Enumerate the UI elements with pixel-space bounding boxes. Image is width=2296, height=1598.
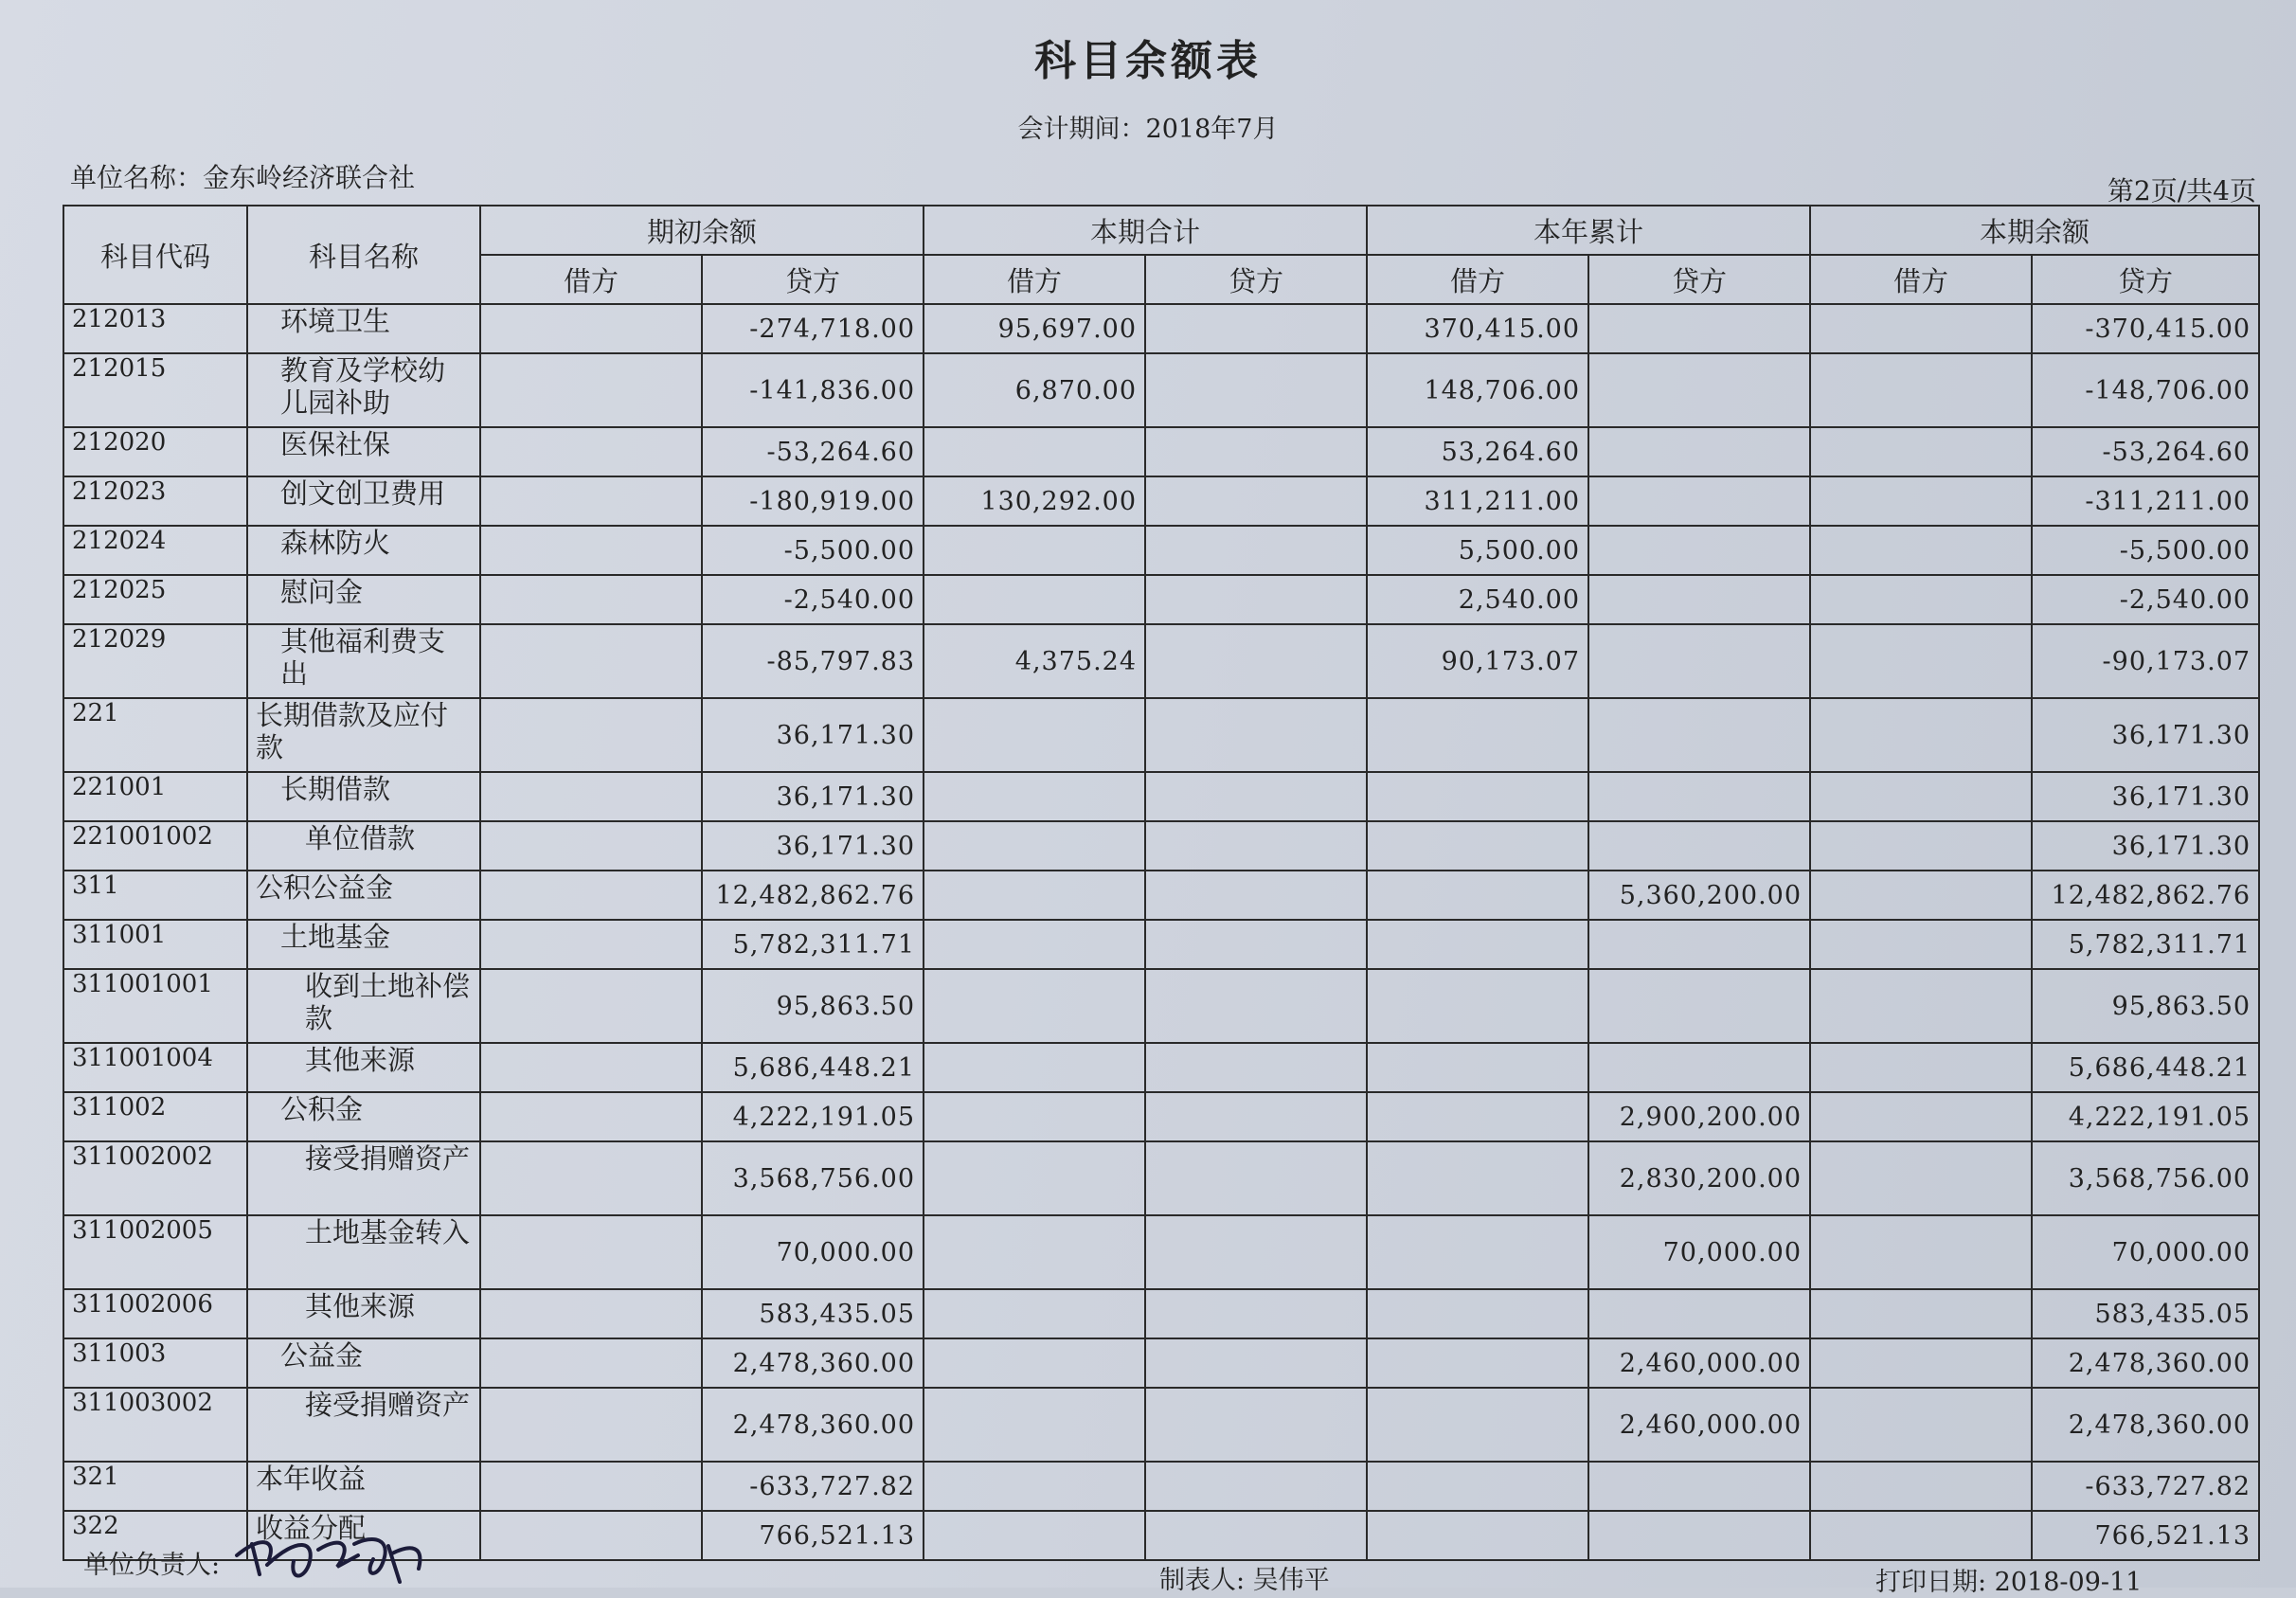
ytd-credit-cell xyxy=(1588,624,1810,698)
ytd-debit-cell xyxy=(1367,1092,1588,1141)
ending-debit-cell xyxy=(1810,1338,2032,1388)
ending-debit-cell xyxy=(1810,698,2032,772)
ytd-credit-cell xyxy=(1588,1511,1810,1560)
account-code: 221001002 xyxy=(63,821,247,871)
opening-credit-cell: 583,435.05 xyxy=(702,1289,924,1338)
opening-debit-cell xyxy=(480,871,702,920)
account-code: 212020 xyxy=(63,427,247,476)
opening-debit-cell xyxy=(480,1388,702,1462)
ytd-debit-cell: 370,415.00 xyxy=(1367,304,1588,353)
opening-credit-cell: -2,540.00 xyxy=(702,575,924,624)
ytd-debit-cell xyxy=(1367,969,1588,1043)
account-code: 212015 xyxy=(63,353,247,427)
period-debit-cell: 95,697.00 xyxy=(924,304,1145,353)
account-code: 212025 xyxy=(63,575,247,624)
opening-debit-cell xyxy=(480,427,702,476)
period-debit-cell: 6,870.00 xyxy=(924,353,1145,427)
preparer-label: 制表人: 吴伟平 xyxy=(1159,1566,1330,1595)
period-debit-cell xyxy=(924,1462,1145,1511)
opening-credit-cell: 3,568,756.00 xyxy=(702,1141,924,1215)
account-code: 311001 xyxy=(63,920,247,969)
opening-debit-cell xyxy=(480,304,702,353)
ytd-debit-cell xyxy=(1367,1462,1588,1511)
opening-credit-cell: -274,718.00 xyxy=(702,304,924,353)
period-credit-cell xyxy=(1145,1289,1367,1338)
ending-debit-cell xyxy=(1810,526,2032,575)
account-name: 创文创卫费用 xyxy=(247,476,480,526)
opening-debit-cell xyxy=(480,476,702,526)
ytd-credit-cell xyxy=(1588,1289,1810,1338)
ending-debit-cell xyxy=(1810,1462,2032,1511)
ytd-credit-cell: 70,000.00 xyxy=(1588,1215,1810,1289)
ending-credit-cell: 3,568,756.00 xyxy=(2032,1141,2259,1215)
account-code: 311001004 xyxy=(63,1043,247,1092)
period-credit-cell xyxy=(1145,476,1367,526)
table-row xyxy=(63,1289,2259,1338)
table-row xyxy=(63,304,2259,353)
ytd-credit-cell: 2,460,000.00 xyxy=(1588,1338,1810,1388)
ytd-credit-cell xyxy=(1588,476,1810,526)
ending-debit-cell xyxy=(1810,1215,2032,1289)
ytd-credit-cell xyxy=(1588,1462,1810,1511)
account-code: 311003 xyxy=(63,1338,247,1388)
account-code: 311003002 xyxy=(63,1388,247,1462)
ytd-debit-cell xyxy=(1367,698,1588,772)
table-row xyxy=(63,821,2259,871)
period-debit-cell xyxy=(924,427,1145,476)
opening-debit-cell xyxy=(480,1289,702,1338)
period-debit-cell xyxy=(924,969,1145,1043)
account-name: 慰问金 xyxy=(247,575,480,624)
opening-credit-cell: 4,222,191.05 xyxy=(702,1092,924,1141)
ytd-credit-cell xyxy=(1588,821,1810,871)
ending-debit-cell xyxy=(1810,871,2032,920)
period-debit-cell xyxy=(924,698,1145,772)
ytd-debit-cell xyxy=(1367,871,1588,920)
opening-debit-cell xyxy=(480,1215,702,1289)
table-row xyxy=(63,1092,2259,1141)
page-number: 第2页/共4页 xyxy=(2107,175,2256,206)
ending-credit-cell: 766,521.13 xyxy=(2032,1511,2259,1560)
ytd-debit-cell xyxy=(1367,772,1588,821)
period-debit-cell xyxy=(924,772,1145,821)
ending-credit-cell: 4,222,191.05 xyxy=(2032,1092,2259,1141)
opening-credit-cell: 2,478,360.00 xyxy=(702,1338,924,1388)
period-debit-cell xyxy=(924,1215,1145,1289)
period-credit-cell xyxy=(1145,698,1367,772)
ending-credit-cell: 583,435.05 xyxy=(2032,1289,2259,1338)
table-row xyxy=(63,969,2259,1043)
account-name: 长期借款及应付款 xyxy=(247,698,480,772)
period-credit-cell xyxy=(1145,1141,1367,1215)
unit-name: 单位名称：金东岭经济联合社 xyxy=(70,162,416,193)
header-period-total: 本期合计 xyxy=(924,206,1367,255)
opening-debit-cell xyxy=(480,575,702,624)
account-name: 公积金 xyxy=(247,1092,480,1141)
account-name: 接受捐赠资产 xyxy=(247,1141,480,1215)
period-credit-cell xyxy=(1145,920,1367,969)
period-debit-cell xyxy=(924,821,1145,871)
ytd-debit-cell xyxy=(1367,821,1588,871)
header-debit: 借方 xyxy=(1367,255,1588,304)
ytd-debit-cell xyxy=(1367,1338,1588,1388)
ending-credit-cell: -633,727.82 xyxy=(2032,1462,2259,1511)
opening-debit-cell xyxy=(480,1141,702,1215)
account-name: 土地基金 xyxy=(247,920,480,969)
ytd-credit-cell xyxy=(1588,920,1810,969)
opening-credit-cell: -633,727.82 xyxy=(702,1462,924,1511)
opening-debit-cell xyxy=(480,698,702,772)
account-code: 311002006 xyxy=(63,1289,247,1338)
period-credit-cell xyxy=(1145,526,1367,575)
opening-credit-cell: -141,836.00 xyxy=(702,353,924,427)
account-code: 221 xyxy=(63,698,247,772)
header-ending-balance: 本期余额 xyxy=(1810,206,2259,255)
opening-debit-cell xyxy=(480,526,702,575)
table-row xyxy=(63,575,2259,624)
account-name: 教育及学校幼儿园补助 xyxy=(247,353,480,427)
ending-debit-cell xyxy=(1810,1289,2032,1338)
period-credit-cell xyxy=(1145,772,1367,821)
table-row xyxy=(63,526,2259,575)
opening-credit-cell: 36,171.30 xyxy=(702,821,924,871)
opening-credit-cell: 2,478,360.00 xyxy=(702,1388,924,1462)
period-credit-cell xyxy=(1145,821,1367,871)
period-debit-cell xyxy=(924,575,1145,624)
ending-credit-cell: -53,264.60 xyxy=(2032,427,2259,476)
account-name: 本年收益 xyxy=(247,1462,480,1511)
ytd-debit-cell xyxy=(1367,1388,1588,1462)
ytd-credit-cell xyxy=(1588,427,1810,476)
ending-credit-cell: 5,686,448.21 xyxy=(2032,1043,2259,1092)
ytd-debit-cell xyxy=(1367,920,1588,969)
ending-credit-cell: 70,000.00 xyxy=(2032,1215,2259,1289)
opening-credit-cell: 36,171.30 xyxy=(702,772,924,821)
table-row xyxy=(63,698,2259,772)
period-credit-cell xyxy=(1145,1092,1367,1141)
ending-credit-cell: 95,863.50 xyxy=(2032,969,2259,1043)
ending-credit-cell: -90,173.07 xyxy=(2032,624,2259,698)
balance-table xyxy=(63,205,2260,1561)
opening-debit-cell xyxy=(480,624,702,698)
ending-credit-cell: 36,171.30 xyxy=(2032,821,2259,871)
ytd-debit-cell xyxy=(1367,1043,1588,1092)
table-row xyxy=(63,1388,2259,1462)
table-row xyxy=(63,1215,2259,1289)
account-code: 221001 xyxy=(63,772,247,821)
ending-debit-cell xyxy=(1810,1388,2032,1462)
account-name: 土地基金转入 xyxy=(247,1215,480,1289)
table-row xyxy=(63,1462,2259,1511)
ytd-credit-cell xyxy=(1588,969,1810,1043)
opening-debit-cell xyxy=(480,1338,702,1388)
ytd-debit-cell xyxy=(1367,1215,1588,1289)
period-credit-cell xyxy=(1145,353,1367,427)
ending-debit-cell xyxy=(1810,772,2032,821)
period-debit-cell xyxy=(924,1388,1145,1462)
period-debit-cell xyxy=(924,1289,1145,1338)
ytd-debit-cell: 5,500.00 xyxy=(1367,526,1588,575)
opening-credit-cell: 70,000.00 xyxy=(702,1215,924,1289)
table-row xyxy=(63,1338,2259,1388)
ytd-credit-cell xyxy=(1588,575,1810,624)
ending-debit-cell xyxy=(1810,1043,2032,1092)
opening-credit-cell: 36,171.30 xyxy=(702,698,924,772)
unit-head-label: 单位负责人: xyxy=(83,1551,221,1580)
opening-debit-cell xyxy=(480,920,702,969)
opening-credit-cell: -85,797.83 xyxy=(702,624,924,698)
ending-debit-cell xyxy=(1810,1092,2032,1141)
table-row xyxy=(63,624,2259,698)
header-code: 科目代码 xyxy=(63,206,247,304)
period-debit-cell xyxy=(924,1092,1145,1141)
period-debit-cell: 130,292.00 xyxy=(924,476,1145,526)
ytd-credit-cell xyxy=(1588,698,1810,772)
account-name: 医保社保 xyxy=(247,427,480,476)
account-name: 公益金 xyxy=(247,1338,480,1388)
table-row xyxy=(63,427,2259,476)
table-row xyxy=(63,476,2259,526)
period-credit-cell xyxy=(1145,304,1367,353)
header-debit: 借方 xyxy=(1810,255,2032,304)
account-name: 环境卫生 xyxy=(247,304,480,353)
opening-debit-cell xyxy=(480,1511,702,1560)
ending-credit-cell: 2,478,360.00 xyxy=(2032,1338,2259,1388)
header-credit: 贷方 xyxy=(1145,255,1367,304)
ending-credit-cell: -311,211.00 xyxy=(2032,476,2259,526)
header-debit: 借方 xyxy=(480,255,702,304)
accounting-period: 会计期间：2018年7月 xyxy=(1017,115,1279,144)
opening-credit-cell: 12,482,862.76 xyxy=(702,871,924,920)
ytd-debit-cell xyxy=(1367,1289,1588,1338)
opening-debit-cell xyxy=(480,969,702,1043)
period-credit-cell xyxy=(1145,1215,1367,1289)
account-name: 接受捐赠资产 xyxy=(247,1388,480,1462)
account-code: 311002005 xyxy=(63,1215,247,1289)
account-name: 森林防火 xyxy=(247,526,480,575)
account-name: 长期借款 xyxy=(247,772,480,821)
ending-credit-cell: -148,706.00 xyxy=(2032,353,2259,427)
opening-credit-cell: -53,264.60 xyxy=(702,427,924,476)
period-debit-cell xyxy=(924,1511,1145,1560)
opening-credit-cell: 95,863.50 xyxy=(702,969,924,1043)
ending-credit-cell: 36,171.30 xyxy=(2032,772,2259,821)
opening-debit-cell xyxy=(480,821,702,871)
ending-credit-cell: 2,478,360.00 xyxy=(2032,1388,2259,1462)
period-debit-cell xyxy=(924,1141,1145,1215)
page-title: 科目余额表 xyxy=(1034,37,1262,85)
ending-credit-cell: -5,500.00 xyxy=(2032,526,2259,575)
opening-debit-cell xyxy=(480,772,702,821)
account-name: 其他来源 xyxy=(247,1043,480,1092)
ending-debit-cell xyxy=(1810,624,2032,698)
ending-debit-cell xyxy=(1810,304,2032,353)
period-credit-cell xyxy=(1145,624,1367,698)
account-name: 其他来源 xyxy=(247,1289,480,1338)
period-credit-cell xyxy=(1145,1338,1367,1388)
opening-debit-cell xyxy=(480,353,702,427)
account-code: 212029 xyxy=(63,624,247,698)
header-name: 科目名称 xyxy=(247,206,480,304)
ending-debit-cell xyxy=(1810,476,2032,526)
header-debit: 借方 xyxy=(924,255,1145,304)
print-date-label: 打印日期: 2018-09-11 xyxy=(1875,1568,2143,1597)
ytd-debit-cell: 311,211.00 xyxy=(1367,476,1588,526)
opening-credit-cell: -5,500.00 xyxy=(702,526,924,575)
account-name: 公积公益金 xyxy=(247,871,480,920)
ending-debit-cell xyxy=(1810,821,2032,871)
account-code: 311002002 xyxy=(63,1141,247,1215)
period-credit-cell xyxy=(1145,969,1367,1043)
ending-debit-cell xyxy=(1810,1511,2032,1560)
period-credit-cell xyxy=(1145,427,1367,476)
table-row xyxy=(63,1141,2259,1215)
account-code: 212024 xyxy=(63,526,247,575)
table-row xyxy=(63,772,2259,821)
account-name: 单位借款 xyxy=(247,821,480,871)
account-code: 322 xyxy=(63,1511,247,1560)
header-credit: 贷方 xyxy=(1588,255,1810,304)
period-credit-cell xyxy=(1145,871,1367,920)
table-row xyxy=(63,920,2259,969)
ending-credit-cell: 12,482,862.76 xyxy=(2032,871,2259,920)
opening-debit-cell xyxy=(480,1043,702,1092)
opening-credit-cell: -180,919.00 xyxy=(702,476,924,526)
account-name: 收益分配 xyxy=(247,1511,480,1560)
ytd-debit-cell: 148,706.00 xyxy=(1367,353,1588,427)
ending-debit-cell xyxy=(1810,920,2032,969)
account-code: 321 xyxy=(63,1462,247,1511)
period-credit-cell xyxy=(1145,1043,1367,1092)
account-name: 其他福利费支出 xyxy=(247,624,480,698)
opening-credit-cell: 5,686,448.21 xyxy=(702,1043,924,1092)
ytd-credit-cell xyxy=(1588,526,1810,575)
opening-debit-cell xyxy=(480,1092,702,1141)
ytd-debit-cell xyxy=(1367,1511,1588,1560)
header-credit: 贷方 xyxy=(2032,255,2259,304)
ytd-debit-cell: 2,540.00 xyxy=(1367,575,1588,624)
period-credit-cell xyxy=(1145,1388,1367,1462)
period-debit-cell xyxy=(924,871,1145,920)
header-year-to-date: 本年累计 xyxy=(1367,206,1810,255)
ytd-credit-cell: 2,460,000.00 xyxy=(1588,1388,1810,1462)
handwritten-signature xyxy=(231,1527,430,1588)
ytd-credit-cell xyxy=(1588,353,1810,427)
ending-debit-cell xyxy=(1810,427,2032,476)
ytd-credit-cell: 2,830,200.00 xyxy=(1588,1141,1810,1215)
opening-credit-cell: 5,782,311.71 xyxy=(702,920,924,969)
ytd-credit-cell xyxy=(1588,304,1810,353)
ytd-debit-cell: 53,264.60 xyxy=(1367,427,1588,476)
account-name: 收到土地补偿款 xyxy=(247,969,480,1043)
period-credit-cell xyxy=(1145,1511,1367,1560)
ytd-credit-cell xyxy=(1588,1043,1810,1092)
ending-credit-cell: -2,540.00 xyxy=(2032,575,2259,624)
ending-credit-cell: 36,171.30 xyxy=(2032,698,2259,772)
period-debit-cell xyxy=(924,1043,1145,1092)
ytd-debit-cell: 90,173.07 xyxy=(1367,624,1588,698)
period-debit-cell xyxy=(924,1338,1145,1388)
opening-credit-cell: 766,521.13 xyxy=(702,1511,924,1560)
ytd-debit-cell xyxy=(1367,1141,1588,1215)
ytd-credit-cell: 2,900,200.00 xyxy=(1588,1092,1810,1141)
period-credit-cell xyxy=(1145,575,1367,624)
period-credit-cell xyxy=(1145,1462,1367,1511)
period-debit-cell xyxy=(924,920,1145,969)
opening-debit-cell xyxy=(480,1462,702,1511)
account-code: 212013 xyxy=(63,304,247,353)
ytd-credit-cell: 5,360,200.00 xyxy=(1588,871,1810,920)
account-code: 311 xyxy=(63,871,247,920)
ending-credit-cell: -370,415.00 xyxy=(2032,304,2259,353)
table-row xyxy=(63,1043,2259,1092)
ending-debit-cell xyxy=(1810,969,2032,1043)
account-code: 212023 xyxy=(63,476,247,526)
ytd-credit-cell xyxy=(1588,772,1810,821)
period-debit-cell: 4,375.24 xyxy=(924,624,1145,698)
ending-credit-cell: 5,782,311.71 xyxy=(2032,920,2259,969)
ending-debit-cell xyxy=(1810,1141,2032,1215)
table-row xyxy=(63,353,2259,427)
ending-debit-cell xyxy=(1810,575,2032,624)
header-opening-balance: 期初余额 xyxy=(480,206,924,255)
table-row xyxy=(63,871,2259,920)
account-code: 311001001 xyxy=(63,969,247,1043)
header-credit: 贷方 xyxy=(702,255,924,304)
account-code: 311002 xyxy=(63,1092,247,1141)
ending-debit-cell xyxy=(1810,353,2032,427)
period-debit-cell xyxy=(924,526,1145,575)
